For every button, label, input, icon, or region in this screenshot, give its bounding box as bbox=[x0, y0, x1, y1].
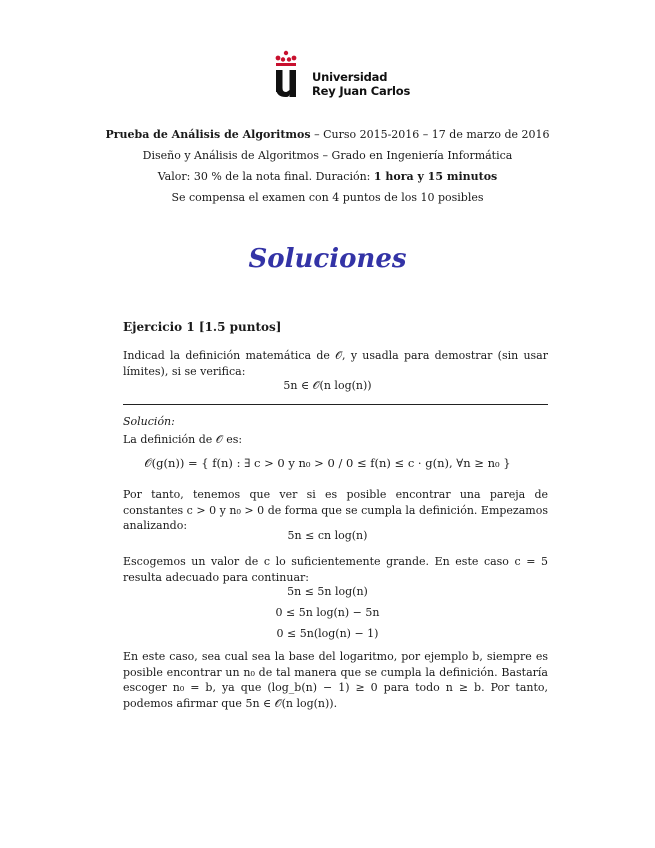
equation-inequality-4: 0 ≤ 5n(log(n) − 1) bbox=[276, 627, 379, 640]
course-date: – Curso 2015-2016 – 17 de marzo de 2016 bbox=[310, 128, 550, 141]
solution-paragraph-3: Escogemos un valor de c lo suficientemente grande. En este caso c = 5 resulta adecuado para continuar: bbox=[123, 555, 548, 584]
exercise-heading: Ejercicio 1 [1.5 puntos] bbox=[123, 320, 282, 334]
solution-label: Solución: bbox=[123, 415, 175, 428]
solution-paragraph-4: En este caso, sea cual sea la base del logaritmo, por ejemplo b, siempre es posible encontrar un n₀ de tal manera que se cumpla la definición. Bastaría escoger n₀ = b, ya que (log_b(n) − 1) ≥ 0 para todo n ≥ b. Por tanto, podemos afirmar que 5n ∈ 𝒪(n log(n)). bbox=[123, 650, 548, 710]
statement-equation: 5n ∈ 𝒪(n log(n)) bbox=[283, 379, 372, 392]
header-course-line bbox=[0, 128, 655, 142]
header-subject-line: Diseño y Análisis de Algoritmos – Grado en Ingeniería Informática bbox=[142, 149, 513, 162]
header-value-line bbox=[0, 170, 655, 184]
section-divider bbox=[123, 404, 548, 405]
solution-paragraph-1: La definición de 𝒪 es: bbox=[123, 433, 243, 446]
logo-line-2: Rey Juan Carlos bbox=[312, 84, 411, 98]
duration-text: 1 hora y 15 minutos bbox=[373, 170, 498, 183]
exercise-statement: Indicad la definición matemática de 𝒪, y usadla para demostrar (sin usar límites), si se verifica: bbox=[123, 349, 548, 378]
equation-inequality-1: 5n ≤ cn log(n) bbox=[287, 529, 368, 542]
exam-name: Prueba de Análisis de Algoritmos bbox=[105, 128, 311, 141]
page-title: Soluciones bbox=[248, 244, 407, 274]
university-logo bbox=[273, 50, 411, 100]
header-compensation-line: Se compensa el examen con 4 puntos de los 10 posibles bbox=[171, 191, 484, 204]
definition-equation: 𝒪(g(n)) = { f(n) : ∃ c > 0 y n₀ > 0 / 0 ≤ f(n) ≤ c · g(n), ∀n ≥ n₀ } bbox=[144, 456, 511, 470]
logo-line-1: Universidad bbox=[312, 70, 388, 84]
value-text: Valor: 30 % de la nota final. Duración: bbox=[157, 170, 374, 183]
solution-paragraph-2: Por tanto, tenemos que ver si es posible encontrar una pareja de constantes c > 0 y n₀ > 0 de forma que se cumpla la definición. Empezamos analizando: bbox=[123, 488, 548, 532]
equation-inequality-3: 0 ≤ 5n log(n) − 5n bbox=[275, 606, 380, 619]
equation-inequality-2: 5n ≤ 5n log(n) bbox=[287, 585, 368, 598]
urjc-emblem-icon bbox=[273, 50, 299, 98]
